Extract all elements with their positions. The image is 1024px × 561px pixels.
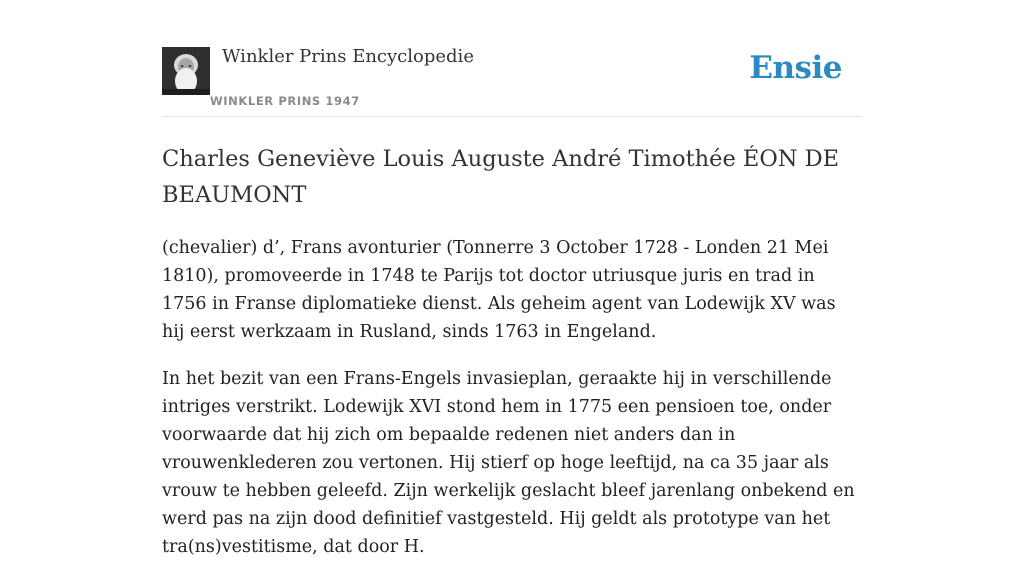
article-title: Charles Geneviève Louis Auguste André Timothée ÉON DE BEAUMONT <box>162 146 840 208</box>
ensie-logo[interactable]: Ensie <box>749 50 842 86</box>
article-header <box>162 0 862 117</box>
portrait-avatar-image <box>162 47 210 95</box>
portrait-avatar[interactable] <box>162 47 210 95</box>
article-page <box>162 0 862 557</box>
source-name-link[interactable]: Winkler Prins Encyclopedie <box>222 46 474 67</box>
edition-label: WINKLER PRINS 1947 <box>210 94 360 108</box>
article-paragraph: (chevalier) d’, Frans avonturier (Tonnerre 3 October 1728 - Londen 21 Mei 1810), promoveerde in 1748 te Parijs tot doctor utriusque juris en trad in 1756 in Franse diplomatieke dienst. Als geheim agent van Lodewijk XV was hij eerst werkzaam in Rusland, sinds 1763 in Engeland. <box>162 238 836 342</box>
article-paragraph: In het bezit van een Frans-Engels invasieplan, geraakte hij in verschillende intriges verstrikt. Lodewijk XVI stond hem in 1775 een pensioen toe, onder voorwaarde dat hij zich om bepaalde redenen niet anders dan in vrouwenklederen zou vertonen. Hij stierf op hoge leeftijd, na ca 35 jaar als vrouw te hebben geleefd. Zijn werkelijk geslacht bleef jarenlang onbekend en werd pas na zijn dood definitief vastgesteld. Hij geldt als prototype van het tra(ns)vestitisme, dat door H. <box>162 369 855 557</box>
